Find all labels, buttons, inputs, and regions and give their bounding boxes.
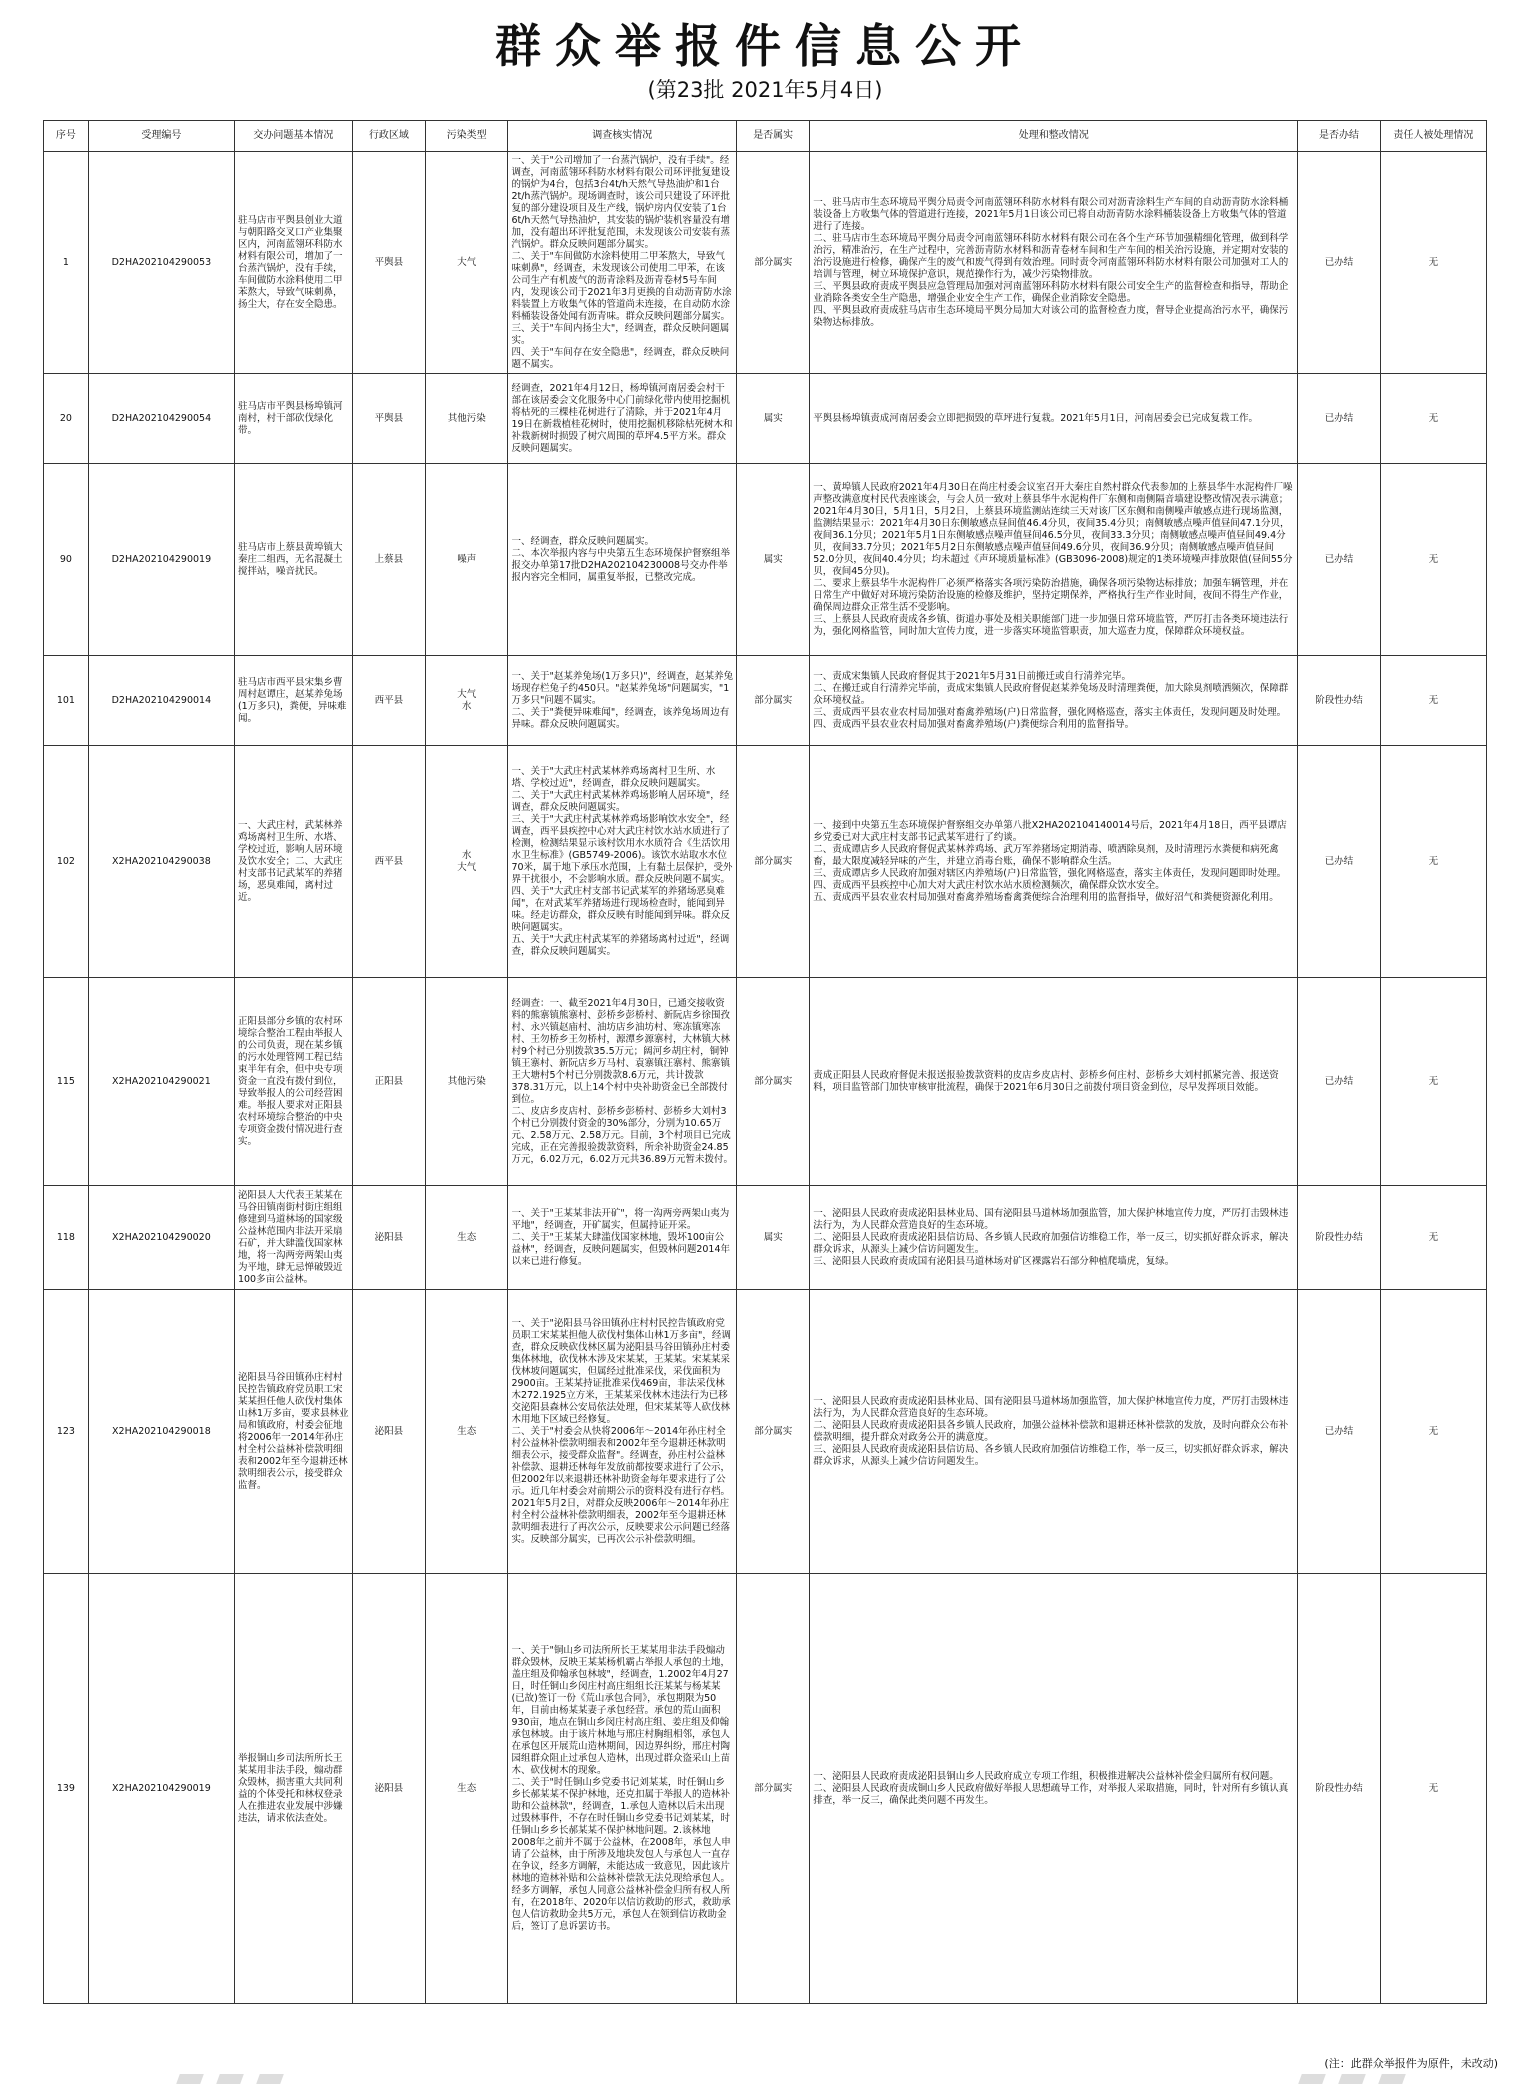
row-issue: 正阳县部分乡镇的农村环境综合整治工程由举报人的公司负责，现在某乡镇的污水处理管网工程已结束半年有余，但中央专项资金一直没有拨付到位，导致举报人的公司经营困难。举报人要求对正阳县农村环境综合整治的中央专项资金拨付情况进行查实。: [234, 978, 352, 1186]
row-accountability: 无: [1380, 1186, 1486, 1290]
row-status: 已办结: [1298, 374, 1381, 464]
decor-mark: [176, 2074, 204, 2084]
row-region: 平舆县: [352, 374, 425, 464]
table-header-row: [44, 121, 1487, 152]
row-survey: 一、经调查，群众反映问题属实。 二、本次举报内容与中央第五生态环境保护督察组举报交办单第17批D2HA202104230008号交办件举报内容完全相同，属重复举报，已整改完成。: [508, 464, 737, 656]
row-survey: 一、关于"赵某养兔场(1万多只)"，经调查，赵某养兔场现存栏兔子约450只。"赵某养兔场"问题属实，"1万多只"问题不属实。 二、关于"粪便异味难闻"，经调查，该养兔场周边有异味。群众反映问题属实。: [508, 656, 737, 746]
row-number: 115: [44, 978, 89, 1186]
col-header: 交办问题基本情况: [234, 121, 352, 152]
row-verified: 部分属实: [737, 656, 810, 746]
row-pollution-type: 大气 水: [425, 656, 508, 746]
decor-mark: [256, 2074, 284, 2084]
row-verified: 属实: [737, 1186, 810, 1290]
row-code: X2HA202104290038: [88, 746, 234, 978]
row-status: 已办结: [1298, 978, 1381, 1186]
row-survey: 一、关于"大武庄村武某林养鸡场离村卫生所、水塔、学校过近"，经调查，群众反映问题属实。 二、关于"大武庄村武某林养鸡场影响人居环境"，经调查，群众反映问题属实。 三、关于"大武庄村武某林养鸡场影响饮水安全"，经调查，西平县疾控中心对大武庄村饮水站水质进行了检测，检测结果显示该村饮用水水质符合《生活饮用水卫生标准》(GB5749-2006)。该饮水站取水水位70米，属于地下承压水范围，上有黏土层保护，受外界干扰很小，不会影响水质。群众反映问题不属实。 四、关于"大武庄村支部书记武某军的养猪场恶臭难闻"，在对武某军养猪场进行现场检查时，能闻到异味。经走访群众，群众反映有时能闻到异味。群众反映问题属实。 五、关于"大武庄村武某军的养猪场离村过近"，经调查，群众反映问题属实。: [508, 746, 737, 978]
row-code: D2HA202104290054: [88, 374, 234, 464]
page-subtitle: (第23批 2021年5月4日): [647, 78, 883, 102]
row-number: 101: [44, 656, 89, 746]
row-issue: 驻马店市上蔡县黄埠镇大秦庄二组西，无名混凝土搅拌站，噪音扰民。: [234, 464, 352, 656]
col-header: 调查核实情况: [508, 121, 737, 152]
row-number: 1: [44, 152, 89, 374]
row-region: 正阳县: [352, 978, 425, 1186]
row-handling: 责成正阳县人民政府督促未报送报验拨款资料的皮店乡皮店村、彭桥乡何庄村、彭桥乡大刘村抓紧完善、报送资料，项目监管部门加快审核审批流程，确保于2021年6月30日之前拨付项目资金到位，尽早发挥项目效能。: [810, 978, 1298, 1186]
table-row: [44, 1574, 1487, 2004]
row-pollution-type: 噪声: [425, 464, 508, 656]
row-verified: 属实: [737, 464, 810, 656]
row-pollution-type: 生态: [425, 1290, 508, 1574]
table-row: [44, 746, 1487, 978]
table-row: [44, 656, 1487, 746]
row-handling: 一、黄埠镇人民政府2021年4月30日在尚庄村委会议室召开大秦庄自然村群众代表参加的上蔡县华牛水泥构件厂噪声整改满意度村民代表座谈会，与会人员一致对上蔡县华牛水泥构件厂东侧和南侧隔音墙建设整改情况表示满意；2021年4月30日，5月1日，5月2日，上蔡县环境监测站连续三天对该厂区东侧和南侧噪声敏感点进行现场监测，监测结果显示：2021年4月30日东侧敏感点昼间值46.4分贝，夜间35.4分贝；南侧敏感点噪声值昼间47.1分贝，夜间36.1分贝；2021年5月1日东侧敏感点噪声值昼间46.5分贝，夜间33.3分贝；南侧敏感点噪声值昼间49.4分贝，夜间33.7分贝；2021年5月2日东侧敏感点噪声值昼间49.6分贝，夜间36.9分贝；南侧敏感点噪声值昼间52.0分贝，夜间40.4分贝；均未超过《声环境质量标准》(GB3096-2008)规定的1类环境噪声排放限值(昼间55分贝，夜间45分贝)。 二、要求上蔡县华牛水泥构件厂必须严格落实各项污染防治措施，确保各项污染物达标排放；加强车辆管理，并在日常生产中做好对环境污染防治设施的检修及维护，坚持定期保养，严格执行生产作业时间，夜间不得生产作业，确保周边群众正常生活不受影响。 三、上蔡县人民政府责成各乡镇、街道办事处及相关职能部门进一步加强日常环境监管，严厉打击各类环境违法行为，强化网格监管，同时加大宣传力度，进一步落实环境监管职责，加大巡查力度，保障群众环境权益。: [810, 464, 1298, 656]
row-code: D2HA202104290053: [88, 152, 234, 374]
report-table: [43, 120, 1487, 2004]
decor-mark: [1338, 2074, 1366, 2084]
row-accountability: 无: [1380, 978, 1486, 1186]
col-header: 受理编号: [88, 121, 234, 152]
row-issue: 泌阳县马谷田镇孙庄村村民控告镇政府党员职工宋某某担任他人砍伐村集体山林1万多亩，要求县林业局和镇政府，村委会征地将2006年一2014年孙庄村全村公益林补偿款明细表和2002年至今退耕还林款明细表公示，接受群众监督。: [234, 1290, 352, 1574]
row-survey: 一、关于"泌阳县马谷田镇孙庄村村民控告镇政府党员职工宋某某担他人砍伐村集体山林1万多亩"，经调查，群众反映砍伐林区属为泌阳县马谷田镇孙庄村委集体林地，砍伐林木涉及宋某某，王某某。宋某某采伐林坡问题属实，但属经过批准采伐，采伐面积为2900亩。王某某持证批准采伐469亩，非法采伐林木272.1925立方米，王某某采伐林木违法行为已移交泌阳县森林公安局依法处理，但宋某某等人砍伐林木用地下区域已经修复。 二、关于"村委会从快将2006年～2014年孙庄村全村公益林补偿款明细表和2002年至今退耕还林款明细表公示，接受群众监督"。经调查，孙庄村公益林补偿款、退耕还林每年发放前都按要求进行了公示，但2002年以来退耕还林补助资金每年要求进行了公示。近几年村委会对前期公示的资料没有进行存档。2021年5月2日，对群众反映2006年～2014年孙庄村全村公益林补偿款明细表，2002年至今退耕还林款明细表进行了再次公示，反映要求公示问题已经落实。反映部分属实，已再次公示补偿款明细。: [508, 1290, 737, 1574]
row-number: 123: [44, 1290, 89, 1574]
row-pollution-type: 生态: [425, 1186, 508, 1290]
row-number: 20: [44, 374, 89, 464]
row-status: 已办结: [1298, 152, 1381, 374]
decor-mark: [1298, 2074, 1326, 2084]
row-status: 已办结: [1298, 1290, 1381, 1574]
col-header: 序号: [44, 121, 89, 152]
row-code: D2HA202104290014: [88, 656, 234, 746]
row-number: 90: [44, 464, 89, 656]
table-row: [44, 978, 1487, 1186]
row-survey: 一、关于"公司增加了一台蒸汽锅炉，没有手续"。经调查，河南蓝翎环科防水材料有限公司环评批复建设的锅炉为4台，包括3台4t/h天然气导热油炉和1台2t/h蒸汽锅炉。现场调查时，该公司只建设了环评批复的部分建设项目及生产线，锅炉房内仅安装了1台6t/h天然气导热油炉，其安装的锅炉装机容量没有增加，没有超出环评批复范围，未发现该公司安装有蒸汽锅炉。群众反映问题部分属实。 二、关于"车间做防水涂料使用二甲苯熬大，导致气味刺鼻"，经调查，未发现该公司使用二甲苯，在该公司生产有机废气的沥青涂料及沥青卷材5号车间内，发现该公司于2021年3月更换的自动沥青防水涂料装置上方收集气体的管道尚未连接，在自动防水涂料桶装设备处闻有沥青味。群众反映问题部分属实。 三、关于"车间内扬尘大"，经调查，群众反映问题属实。 四、关于"车间存在安全隐患"，经调查，群众反映问题不属实。: [508, 152, 737, 374]
row-code: X2HA202104290021: [88, 978, 234, 1186]
row-verified: 部分属实: [737, 1574, 810, 2004]
row-number: 102: [44, 746, 89, 978]
col-header: 处理和整改情况: [810, 121, 1298, 152]
row-accountability: 无: [1380, 374, 1486, 464]
row-handling: 平舆县杨埠镇责成河南居委会立即把损毁的草坪进行复栽。2021年5月1日，河南居委会已完成复栽工作。: [810, 374, 1298, 464]
row-accountability: 无: [1380, 464, 1486, 656]
row-status: 已办结: [1298, 464, 1381, 656]
row-handling: 一、泌阳县人民政府责成泌阳县铜山乡人民政府成立专项工作组，积极推进解决公益林补偿金归属所有权问题。 二、泌阳县人民政府责成铜山乡人民政府做好举报人思想疏导工作，对举报人采取措施，同时，针对所有乡镇认真排查，举一反三，确保此类问题不再发生。: [810, 1574, 1298, 2004]
row-number: 139: [44, 1574, 89, 2004]
row-accountability: 无: [1380, 746, 1486, 978]
row-handling: 一、泌阳县人民政府责成泌阳县林业局、国有泌阳县马道林场加强监管，加大保护林地宣传力度，严厉打击毁林违法行为，为人民群众营造良好的生态环境。 二、泌阳县人民政府责成泌阳县各乡镇人民政府，加强公益林补偿款和退耕还林补偿款的发放，及时向群众公布补偿款明细，提升群众对政务公开的满意度。 三、泌阳县人民政府责成泌阳县信访局、各乡镇人民政府加强信访维稳工作，举一反三，切实抓好群众诉求，解决群众诉求，从源头上减少信访问题发生。: [810, 1290, 1298, 1574]
row-handling: 一、驻马店市生态环境局平舆分局责令河南蓝翎环科防水材料有限公司对沥青涂料生产车间的自动沥青防水涂料桶装设备上方收集气体的管道进行连接，2021年5月1日该公司已将自动沥青防水涂料桶装设备上方收集气体的管道进行了连接。 二、驻马店市生态环境局平舆分局责令河南蓝翎环科防水材料有限公司在各个生产环节加强精细化管理，做到科学治污，精准治污，在生产过程中，完善沥青防水材料和沥青卷材车间和生产车间的相关治污设施，并定期对安装的治污设施进行检修，确保产生的废气和废气得到有效治理。同时责令河南蓝翎环科防水材料有限公司加强对工人的培训与管理，树立环境保护意识，规范操作行为，减少污染物排放。 三、平舆县政府责成平舆县应急管理局加强对河南蓝翎环科防水材料有限公司安全生产的监督检查和指导，帮助企业消除各类安全生产隐患，增强企业安全生产工作，确保企业消除安全隐患。 四、平舆县政府责成驻马店市生态环境局平舆分局加大对该公司的监督检查力度，督导企业提高治污水平，确保污染物达标排放。: [810, 152, 1298, 374]
row-pollution-type: 水 大气: [425, 746, 508, 978]
row-code: D2HA202104290019: [88, 464, 234, 656]
table-row: [44, 464, 1487, 656]
col-header: 是否办结: [1298, 121, 1381, 152]
row-status: 阶段性办结: [1298, 656, 1381, 746]
row-handling: 一、责成宋集镇人民政府督促其于2021年5月31日前搬迁或自行清养完毕。 二、在搬迁或自行清养完毕前，责成宋集镇人民政府督促赵某养兔场及时清理粪便，加大除臭剂喷洒频次，保障群众环境权益。 三、责成西平县农业农村局加强对畜禽养殖场(户)日常监督，强化网格巡查，落实主体责任，发现问题及时处理。 四、责成西平县农业农村局加强对畜禽养殖场(户)粪便综合利用的监督指导。: [810, 656, 1298, 746]
row-survey: 经调查：一、截至2021年4月30日，已通交接收资料的熊寨镇熊寨村、彭桥乡彭桥村、新阮店乡徐围孜村、永兴镇赵庙村、油坊店乡油坊村、寒冻镇寒冻村、王勿桥乡王勿桥村，源潭乡源寨村，大林镇大林村9个村已分别拨款35.5万元；阔河乡胡庄村，铜钟镇王寨村、新阮店乡万马村、袁寨镇汪寨村、熊寨镇王大塘村5个村已分别拨款8.6万元，共计拨款378.31万元，以上14个村中央补助资金已全部拨付到位。 二、皮店乡皮店村、彭桥乡彭桥村、彭桥乡大刘村3个村已分别拨付资金的30%部分，分别为10.65万元、2.58万元、2.58万元。目前，3个村项目已完成完成，正在完善报验拨款资料，所余补助资金24.85万元，6.02万元，6.02万元共36.89万元暂未拨付。: [508, 978, 737, 1186]
table-row: [44, 1186, 1487, 1290]
row-region: 上蔡县: [352, 464, 425, 656]
row-region: 泌阳县: [352, 1290, 425, 1574]
row-region: 西平县: [352, 656, 425, 746]
page-title: 群众举报件信息公开: [495, 19, 1035, 73]
row-survey: 一、关于"铜山乡司法所所长王某某用非法手段煽动群众毁林，反映王某某杨机霸占举报人承包的土地，盖庄组及仰翰承包林坡"，经调查，1.2002年4月27日，时任铜山乡闵庄村高庄组组长汪某某与杨某某(已故)签订一份《荒山承包合同》，承包期限为50年，目前由杨某某妻子承包经营。承包的荒山面积930亩，地点在铜山乡闵庄村高庄组、姜庄组及仰翰承包林坡。由于该片林地与邢庄村胸组相邻，承包人在承包区开展荒山造林期间，因边界纠纷，邢庄村陶园组群众阻止过承包人造林，出现过群众盗采山上苗木、砍伐树木的现象。 二、关于"时任铜山乡党委书记刘某某，时任铜山乡乡长郝某某不保护林地，还克扣属于举报人的造林补助和公益林款"，经调查，1.承包人造林以后未出现过毁林事件，不存在时任铜山乡党委书记刘某某，时任铜山乡乡长郝某某不保护林地问题。2.该林地2008年之前并不属于公益林，在2008年，承包人申请了公益林，由于所涉及地块发包人与承包人一直存在争议，经多方调解，未能达成一致意见，因此该片林地的造林补贴和公益林补偿款无法兑现给承包人。经多方调解，承包人同意公益林补偿金归所有权人所有，在2018年、2020年以信访救助的形式，救助承包人信访救助金共5万元，承包人在领到信访救助金后，签订了息诉罢访书。: [508, 1574, 737, 2004]
footnote: (注：此群众举报件为原件，未改动): [1324, 2057, 1498, 2070]
col-header: 行政区域: [352, 121, 425, 152]
row-issue: 驻马店市平舆县杨埠镇河南村，村干部砍伐绿化带。: [234, 374, 352, 464]
row-pollution-type: 其他污染: [425, 374, 508, 464]
row-accountability: 无: [1380, 152, 1486, 374]
row-verified: 部分属实: [737, 1290, 810, 1574]
row-code: X2HA202104290020: [88, 1186, 234, 1290]
decor-mark: [1378, 2074, 1406, 2084]
row-survey: 一、关于"王某某非法开矿"，将一沟两旁两架山夷为平地"，经调查，开矿属实，但属持证开采。 二、关于"王某某大肆滥伐国家林地，毁坏100亩公益林"，经调查，反映问题属实，但毁林问题2014年以来已进行修复。: [508, 1186, 737, 1290]
row-region: 平舆县: [352, 152, 425, 374]
row-accountability: 无: [1380, 656, 1486, 746]
row-code: X2HA202104290019: [88, 1574, 234, 2004]
row-status: 阶段性办结: [1298, 1186, 1381, 1290]
row-verified: 部分属实: [737, 746, 810, 978]
row-handling: 一、接到中央第五生态环境保护督察组交办单第八批X2HA202104140014号后，2021年4月18日，西平县谭店乡党委已对大武庄村支部书记武某军进行了约谈。 二、责成谭店乡人民政府督促武某林养鸡场、武万军养猪场定期消毒、喷洒除臭剂，及时清理污水粪便和病死禽畜，最大限度减轻异味的产生，并建立消毒台账，确保不影响群众生活。 三、责成谭店乡人民政府加强对辖区内养殖场(户)日常监管，强化网格巡查，落实主体责任，发现问题即时处理。 四、责成西平县疾控中心加大对大武庄村饮水站水质检测频次，确保群众饮水安全。 五、责成西平县农业农村局加强对畜禽养殖场畜禽粪便综合治理利用的监督指导，做好沼气和粪便资源化利用。: [810, 746, 1298, 978]
row-status: 阶段性办结: [1298, 1574, 1381, 2004]
row-accountability: 无: [1380, 1290, 1486, 1574]
row-region: 泌阳县: [352, 1574, 425, 2004]
row-accountability: 无: [1380, 1574, 1486, 2004]
row-issue: 驻马店市西平县宋集乡曹周村赵谭庄，赵某养兔场(1万多只)，粪便，异味难闻。: [234, 656, 352, 746]
table-row: [44, 1290, 1487, 1574]
row-pollution-type: 其他污染: [425, 978, 508, 1186]
table-row: [44, 152, 1487, 374]
table-row: [44, 374, 1487, 464]
row-handling: 一、泌阳县人民政府责成泌阳县林业局、国有泌阳县马道林场加强监管，加大保护林地宣传力度，严厉打击毁林违法行为，为人民群众营造良好的生态环境。 二、泌阳县人民政府责成泌阳县信访局、各乡镇人民政府加强信访维稳工作，举一反三，切实抓好群众诉求，解决群众诉求，从源头上减少信访问题发生。 三、泌阳县人民政府责成国有泌阳县马道林场对矿区裸露岩石部分种植爬墙虎，复绿。: [810, 1186, 1298, 1290]
row-number: 118: [44, 1186, 89, 1290]
row-pollution-type: 生态: [425, 1574, 508, 2004]
col-header: 污染类型: [425, 121, 508, 152]
row-region: 泌阳县: [352, 1186, 425, 1290]
row-issue: 泌阳县人大代表王某某在马谷田镇南街村街庄组组修建到马道林场的国家级公益林范围内非法开采扇石矿，并大肆滥伐国家林地，将一沟两旁两架山夷为平地，肆无忌惮破毁近100多亩公益林。: [234, 1186, 352, 1290]
row-region: 西平县: [352, 746, 425, 978]
row-survey: 经调查，2021年4月12日，杨埠镇河南居委会村干部在该居委会文化服务中心门前绿化带内使用挖掘机将枯死的三棵桂花树进行了清除，并于2021年4月19日在新栽植桂花树时，使用挖掘机移除枯死树木和补栽新树时损毁了树穴周围的草坪4.5平方米。群众反映问题属实。: [508, 374, 737, 464]
col-header: 责任人被处理情况: [1380, 121, 1486, 152]
row-verified: 部分属实: [737, 978, 810, 1186]
decor-mark: [216, 2074, 244, 2084]
row-issue: 驻马店市平舆县创业大道与朝阳路交叉口产业集聚区内，河南蓝翎环科防水材料有限公司，增加了一台蒸汽锅炉，没有手续，车间做防水涂料使用二甲苯熬大，导致气味刺鼻，扬尘大，存在安全隐患。: [234, 152, 352, 374]
row-status: 已办结: [1298, 746, 1381, 978]
row-issue: 举报铜山乡司法所所长王某某用非法手段，煽动群众毁林，损害重大共同利益的个体受托和林权登录人在推进农业发展中涉嫌违法，请求依法查处。: [234, 1574, 352, 2004]
row-code: X2HA202104290018: [88, 1290, 234, 1574]
row-pollution-type: 大气: [425, 152, 508, 374]
row-verified: 属实: [737, 374, 810, 464]
row-issue: 一、大武庄村，武某林养鸡场离村卫生所、水塔、学校过近，影响人居环境及饮水安全；二、大武庄村支部书记武某军的养猪场，恶臭难闻，离村过近。: [234, 746, 352, 978]
row-verified: 部分属实: [737, 152, 810, 374]
col-header: 是否属实: [737, 121, 810, 152]
